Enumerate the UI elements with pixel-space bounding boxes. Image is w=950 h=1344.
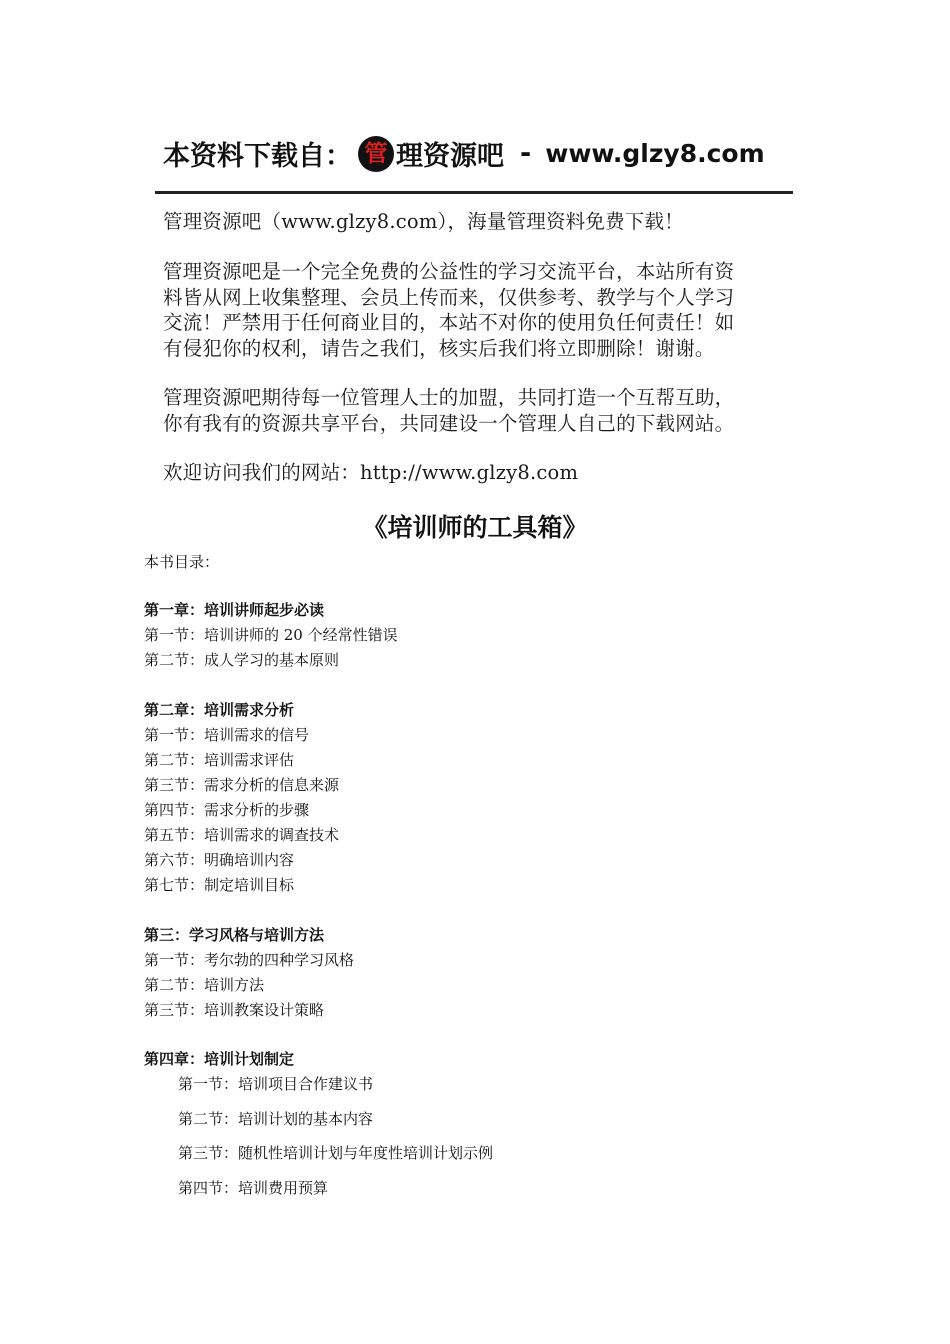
toc-section: 第二节：成人学习的基本原则 <box>144 651 340 669</box>
toc-section: 第三节：需求分析的信息来源 <box>144 776 340 794</box>
toc-chapter-3: 第三：学习风格与培训方法 <box>144 926 325 944</box>
banner-divider <box>155 191 793 194</box>
notice-para2-line3: 交流！严禁用于任何商业目的，本站不对你的使用负任何责任！如 <box>163 311 735 334</box>
toc-section: 第三节：培训教案设计策略 <box>144 1001 325 1019</box>
notice-para3-line2: 你有我有的资源共享平台，共同建设一个管理人自己的下载网站。 <box>163 411 735 435</box>
notice-welcome[interactable]: 欢迎访问我们的网站：http://www.glzy8.com <box>163 461 579 484</box>
toc-section: 第四节：培训费用预算 <box>178 1179 329 1197</box>
notice-para3-line1: 管理资源吧期待每一位管理人士的加盟，共同打造一个互帮互助， <box>163 386 735 409</box>
toc-section: 第六节：明确培训内容 <box>144 851 295 869</box>
banner-brand: 理资源吧 <box>396 141 504 172</box>
banner-dash: - <box>520 138 532 169</box>
notice-line1: 管理资源吧（www.glzy8.com），海量管理资料免费下载！ <box>163 210 684 233</box>
download-banner <box>163 134 765 173</box>
document-title: 《培训师的工具箱》 <box>362 515 588 542</box>
banner-prefix: 本资料下载自： <box>163 141 352 172</box>
toc-section: 第一节：培训讲师的 20 个经常性错误 <box>144 626 398 644</box>
toc-section: 第七节：制定培训目标 <box>144 876 295 894</box>
toc-chapter-1: 第一章：培训讲师起步必读 <box>144 601 325 619</box>
toc-section: 第一节：考尔勃的四种学习风格 <box>144 951 355 969</box>
notice-para2-line1: 管理资源吧是一个完全免费的公益性的学习交流平台，本站所有资 <box>163 260 735 283</box>
toc-section: 第三节：随机性培训计划与年度性培训计划示例 <box>178 1144 494 1162</box>
toc-label: 本书目录： <box>144 553 220 571</box>
toc-section: 第二节：培训需求评估 <box>144 751 295 769</box>
banner-url[interactable]: www.glzy8.com <box>545 139 765 168</box>
toc-section: 第五节：培训需求的调查技术 <box>144 826 340 844</box>
toc-section: 第四节：需求分析的步骤 <box>144 801 310 819</box>
toc-section: 第一节：培训需求的信号 <box>144 726 310 744</box>
toc-section: 第二节：培训计划的基本内容 <box>178 1110 374 1128</box>
notice-para2-line2: 料皆从网上收集整理、会员上传而来，仅供参考、教学与个人学习 <box>163 285 735 309</box>
toc-section: 第二节：培训方法 <box>144 976 265 994</box>
toc-section: 第一节：培训项目合作建议书 <box>178 1075 374 1093</box>
notice-para2-line4: 有侵犯你的权利，请告之我们，核实后我们将立即删除！谢谢。 <box>163 336 715 360</box>
brand-logo-icon: 管 <box>358 136 394 172</box>
toc-chapter-4: 第四章：培训计划制定 <box>144 1050 295 1068</box>
toc-chapter-2: 第二章：培训需求分析 <box>144 701 295 719</box>
